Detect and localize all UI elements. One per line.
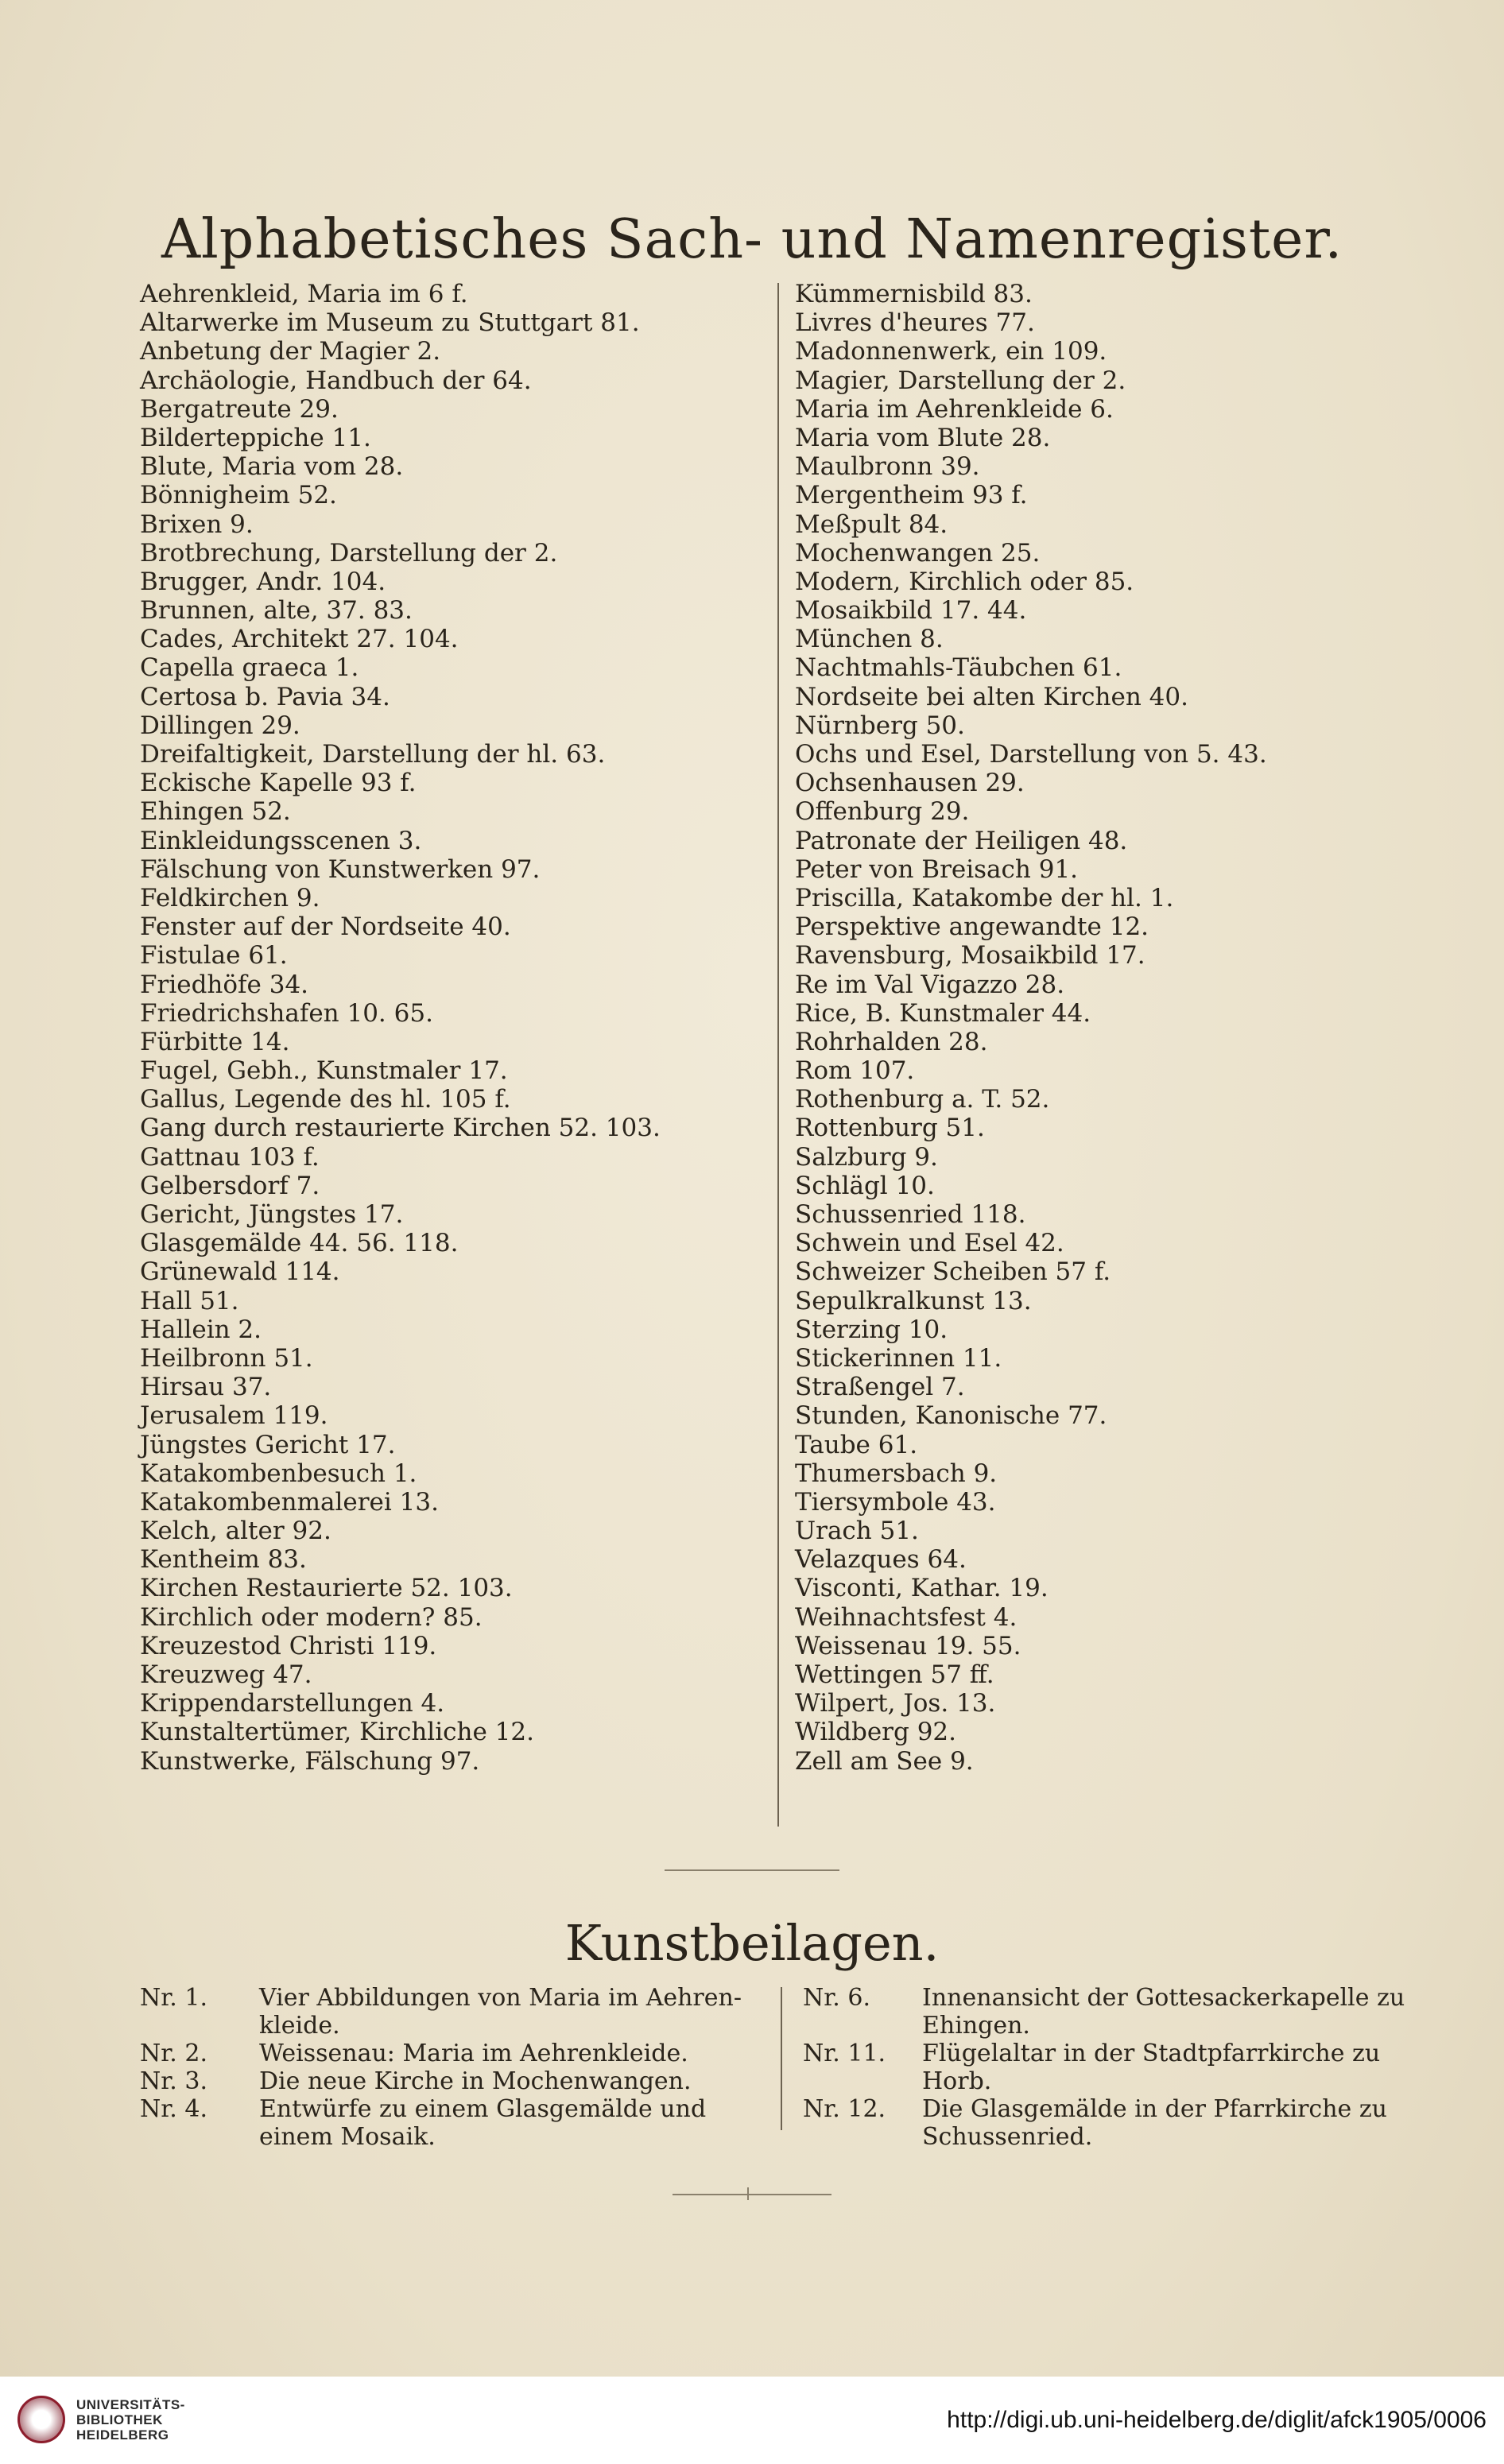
index-entry: Hall 51.: [140, 1286, 239, 1315]
index-entry: Nachtmahls-Täubchen 61.: [795, 653, 1122, 683]
index-entry: Peter von Breisach 91.: [795, 854, 1079, 884]
supplement-item: [803, 1984, 1417, 2040]
section-separator: [665, 1869, 839, 1871]
index-entry: Einkleidungsscenen 3.: [140, 826, 422, 855]
index-entry: Kreuzestod Christi 119.: [140, 1631, 437, 1660]
index-entry: Aehrenkleid, Maria im 6 f.: [140, 280, 468, 308]
index-entry: Rice, B. Kunstmaler 44.: [795, 998, 1091, 1028]
index-entry: Ochsenhausen 29.: [795, 769, 1025, 798]
index-entry: Thumersbach 9.: [795, 1459, 998, 1488]
index-entry: Archäologie, Handbuch der 64.: [140, 366, 532, 395]
index-entry: Fürbitte 14.: [140, 1027, 290, 1056]
index-entry: Gang durch restaurierte Kirchen 52. 103.: [140, 1114, 661, 1143]
index-entry: Mochenwangen 25.: [795, 538, 1041, 568]
index-entry: Anbetung der Magier 2.: [140, 337, 441, 366]
index-entry: Wettingen 57 ff.: [795, 1660, 994, 1689]
index-entry: Capella graeca 1.: [140, 653, 359, 683]
index-entry: Kümmernisbild 83.: [795, 280, 1033, 308]
index-entry: Tiersymbole 43.: [795, 1487, 996, 1517]
index-entry: Livres d'heures 77.: [795, 308, 1035, 338]
index-entry: Bönnigheim 52.: [140, 481, 337, 510]
index-entry: Fistulae 61.: [140, 941, 288, 970]
supplements-column-left: [140, 1984, 760, 2151]
supplement-number: Nr. 2.: [140, 2040, 207, 2067]
supplement-number: Nr. 1.: [140, 1984, 207, 2012]
index-entry: Brunnen, alte, 37. 83.: [140, 596, 413, 626]
index-entry: Hallein 2.: [140, 1315, 262, 1344]
supplements-column-right: [803, 1984, 1417, 2151]
index-entry: Rom 107.: [795, 1056, 915, 1086]
index-entry: Dreifaltigkeit, Darstellung der hl. 63.: [140, 740, 606, 769]
index-entry: Blute, Maria vom 28.: [140, 452, 404, 482]
index-entry: Cades, Architekt 27. 104.: [140, 625, 459, 654]
index-entry: Kirchen Restaurierte 52. 103.: [140, 1574, 513, 1603]
index-entry: München 8.: [795, 625, 944, 654]
index-entry: Schussenried 118.: [795, 1200, 1026, 1229]
index-entry: Maulbronn 39.: [795, 452, 980, 482]
index-entry: Weihnachtsfest 4.: [795, 1602, 1018, 1632]
supplement-number: Nr. 3.: [140, 2067, 207, 2095]
supplements-title: Kunstbeilagen.: [564, 1914, 940, 1972]
supplement-number: Nr. 4.: [140, 2095, 207, 2123]
index-entry: Glasgemälde 44. 56. 118.: [140, 1229, 459, 1258]
index-entry: Offenburg 29.: [795, 797, 970, 827]
column-divider: [777, 283, 779, 1827]
index-entry: Fenster auf der Nordseite 40.: [140, 912, 511, 942]
index-entry: Magier, Darstellung der 2.: [795, 366, 1126, 395]
supplement-text: Entwürfe zu einem Glasgemälde und einem Mosaik.: [259, 2095, 707, 2151]
supplements-divider: [781, 1987, 782, 2130]
index-entry: Jüngstes Gericht 17.: [140, 1430, 396, 1459]
index-entry: Grünewald 114.: [140, 1257, 340, 1287]
index-entry: Nürnberg 50.: [795, 711, 965, 740]
supplement-item: [140, 1984, 760, 2040]
index-entry: Kentheim 83.: [140, 1545, 307, 1575]
supplement-item: [803, 2040, 1417, 2095]
index-entry: Zell am See 9.: [795, 1746, 974, 1776]
supplement-text: Innenansicht der Gottesackerkapelle zu Ehingen.: [922, 1984, 1405, 2040]
index-column-left: [140, 280, 768, 1776]
index-entry: Brixen 9.: [140, 509, 254, 539]
index-column-right: [795, 280, 1399, 1776]
index-entry: Heilbronn 51.: [140, 1343, 313, 1373]
index-entry: Wildberg 92.: [795, 1718, 956, 1747]
index-entry: Friedrichshafen 10. 65.: [140, 998, 433, 1028]
index-entry: Gericht, Jüngstes 17.: [140, 1200, 404, 1229]
index-entry: Velazques 64.: [795, 1545, 967, 1575]
index-entry: Meßpult 84.: [795, 509, 948, 539]
index-entry: Eckische Kapelle 93 f.: [140, 769, 417, 798]
index-entry: Kunstwerke, Fälschung 97.: [140, 1746, 480, 1776]
index-entry: Katakombenmalerei 13.: [140, 1487, 439, 1517]
source-url-link[interactable]: http://digi.ub.uni-heidelberg.de/diglit/afck1905/0006: [947, 2407, 1487, 2433]
supplement-text: Flügelaltar in der Stadtpfarrkirche zu Horb.: [922, 2040, 1381, 2095]
index-entry: Kirchlich oder modern? 85.: [140, 1602, 483, 1632]
index-entry: Bilderteppiche 11.: [140, 423, 371, 452]
index-entry: Re im Val Vigazzo 28.: [795, 970, 1065, 999]
index-entry: Perspektive angewandte 12.: [795, 912, 1149, 942]
supplement-number: Nr. 6.: [803, 1984, 870, 2012]
index-entry: Schlägl 10.: [795, 1171, 935, 1200]
index-entry: Fugel, Gebh., Kunstmaler 17.: [140, 1056, 508, 1086]
supplement-item: [140, 2040, 760, 2067]
library-logo-text[interactable]: [76, 2397, 185, 2443]
index-entry: Madonnenwerk, ein 109.: [795, 337, 1107, 366]
supplement-text: Vier Abbildungen von Maria im Aehren-kleide.: [259, 1984, 742, 2040]
index-entry: Kreuzweg 47.: [140, 1660, 312, 1689]
index-entry: Priscilla, Katakombe der hl. 1.: [795, 883, 1174, 912]
index-entry: Gattnau 103 f.: [140, 1142, 320, 1172]
index-entry: Krippendarstellungen 4.: [140, 1689, 445, 1718]
index-entry: Nordseite bei alten Kirchen 40.: [795, 682, 1188, 711]
index-entry: Sepulkralkunst 13.: [795, 1286, 1032, 1315]
index-entry: Fälschung von Kunstwerken 97.: [140, 854, 541, 884]
university-seal-icon[interactable]: [17, 2396, 65, 2443]
supplement-text: Weissenau: Maria im Aehrenkleide.: [259, 2040, 688, 2067]
index-entry: Stickerinnen 11.: [795, 1343, 1002, 1373]
index-entry: Straßengel 7.: [795, 1373, 965, 1402]
index-entry: Schwein und Esel 42.: [795, 1229, 1064, 1258]
supplement-item: [140, 2095, 760, 2151]
index-entry: Urach 51.: [795, 1517, 919, 1546]
index-entry: Bergatreute 29.: [140, 394, 339, 424]
index-entry: Sterzing 10.: [795, 1315, 948, 1344]
logo-line: BIBLIOTHEK: [76, 2412, 163, 2427]
index-entry: Weissenau 19. 55.: [795, 1631, 1021, 1660]
index-entry: Modern, Kirchlich oder 85.: [795, 567, 1134, 596]
index-entry: Patronate der Heiligen 48.: [795, 826, 1128, 855]
index-entry: Dillingen 29.: [140, 711, 300, 740]
supplement-number: Nr. 11.: [803, 2040, 886, 2067]
index-entry: Jerusalem 119.: [140, 1401, 328, 1431]
index-entry: Mosaikbild 17. 44.: [795, 596, 1027, 626]
end-separator-mark: [747, 2187, 749, 2200]
index-entry: Maria vom Blute 28.: [795, 423, 1051, 452]
index-entry: Ravensburg, Mosaikbild 17.: [795, 941, 1145, 970]
index-entry: Kunstaltertümer, Kirchliche 12.: [140, 1718, 534, 1747]
index-entry: Stunden, Kanonische 77.: [795, 1401, 1107, 1431]
index-entry: Gelbersdorf 7.: [140, 1171, 320, 1200]
logo-line: HEIDELBERG: [76, 2427, 169, 2443]
index-entry: Katakombenbesuch 1.: [140, 1459, 417, 1488]
index-entry: Rohrhalden 28.: [795, 1027, 988, 1056]
index-entry: Brugger, Andr. 104.: [140, 567, 386, 596]
index-entry: Wilpert, Jos. 13.: [795, 1689, 996, 1718]
supplement-item: [140, 2067, 760, 2095]
supplement-text: Die neue Kirche in Mochenwangen.: [259, 2067, 692, 2095]
supplement-text: Die Glasgemälde in der Pfarrkirche zu Schussenried.: [922, 2095, 1387, 2151]
index-entry: Brotbrechung, Darstellung der 2.: [140, 538, 558, 568]
index-entry: Kelch, alter 92.: [140, 1517, 331, 1546]
supplement-item: [803, 2095, 1417, 2151]
index-entry: Feldkirchen 9.: [140, 883, 320, 912]
supplement-number: Nr. 12.: [803, 2095, 886, 2123]
end-separator: [673, 2194, 831, 2195]
logo-line: UNIVERSITÄTS-: [76, 2397, 185, 2412]
page-title: Alphabetisches Sach- und Namenregister.: [161, 208, 1343, 271]
index-entry: Altarwerke im Museum zu Stuttgart 81.: [140, 308, 640, 338]
index-entry: Ochs und Esel, Darstellung von 5. 43.: [795, 740, 1267, 769]
index-entry: Mergentheim 93 f.: [795, 481, 1028, 510]
index-entry: Hirsau 37.: [140, 1373, 272, 1402]
index-entry: Schweizer Scheiben 57 f.: [795, 1257, 1111, 1287]
index-entry: Friedhöfe 34.: [140, 970, 309, 999]
index-entry: Certosa b. Pavia 34.: [140, 682, 390, 711]
index-entry: Taube 61.: [795, 1430, 918, 1459]
index-entry: Visconti, Kathar. 19.: [795, 1574, 1049, 1603]
index-entry: Gallus, Legende des hl. 105 f.: [140, 1085, 511, 1114]
index-entry: Ehingen 52.: [140, 797, 291, 827]
index-entry: Rottenburg 51.: [795, 1114, 985, 1143]
index-entry: Maria im Aehrenkleide 6.: [795, 394, 1114, 424]
index-entry: Salzburg 9.: [795, 1142, 938, 1172]
index-entry: Rothenburg a. T. 52.: [795, 1085, 1050, 1114]
